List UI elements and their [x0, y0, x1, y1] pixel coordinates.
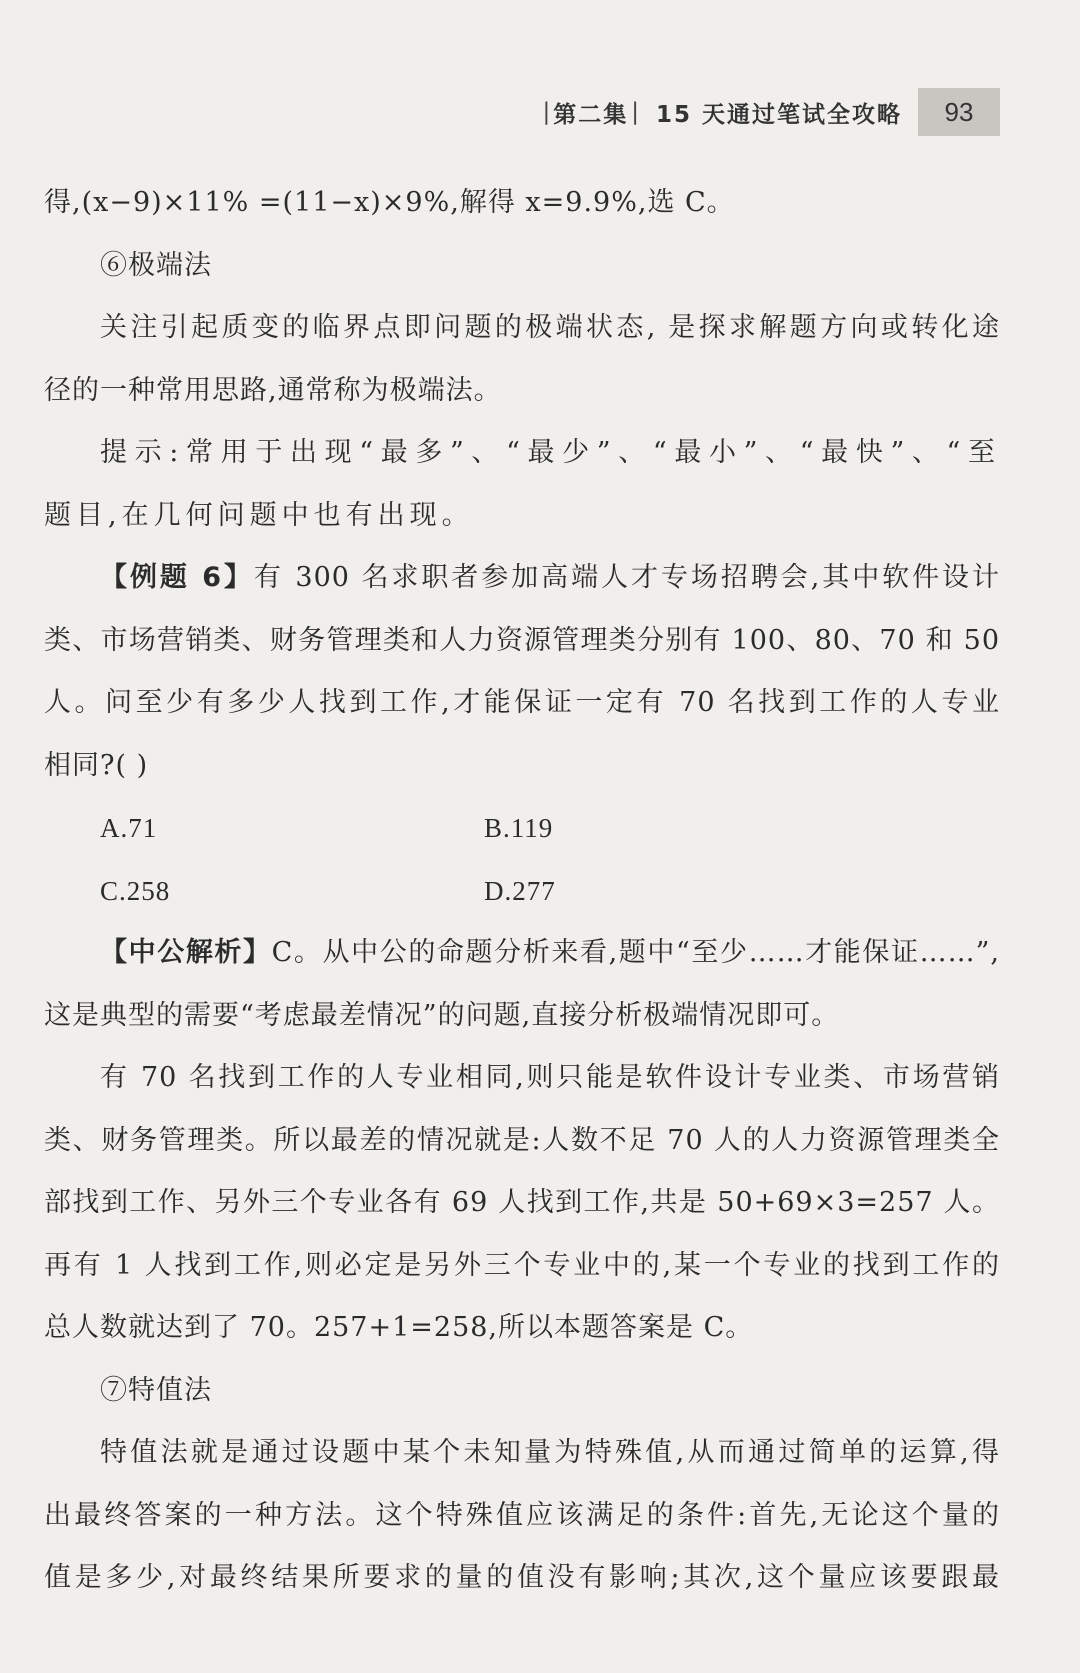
example-line: 类、市场营销类、财务管理类和人力资源管理类分别有 100、80、70 和 50: [44, 624, 1000, 656]
formula-line: 得,(x−9)×11% =(11−x)×9%,解得 x=9.9%,选 C。: [44, 187, 735, 218]
page-body: [44, 172, 1000, 1610]
analysis-label: 【中公解析】: [100, 937, 272, 968]
paragraph-line: 径的一种常用思路,通常称为极端法。: [44, 374, 502, 406]
example-text: 有 300 名求职者参加高端人才专场招聘会,其中软件设计: [253, 562, 1000, 593]
header-title: 15 天通过笔试全攻略: [655, 101, 902, 128]
paragraph-line: 部找到工作、另外三个专业各有 69 人找到工作,共是 50+69×3=257 人。: [44, 1187, 1000, 1218]
section-title-special-value-method: ⑦特值法: [100, 1374, 212, 1406]
header-divider: |: [542, 99, 551, 125]
analysis-line: [44, 922, 1000, 985]
option-c: C.258: [100, 875, 171, 906]
header-divider: |: [631, 99, 639, 125]
section-title-extreme-method: ⑥极端法: [100, 249, 212, 281]
example-line: 人。问至少有多少人找到工作,才能保证一定有 70 名找到工作的人专业: [44, 687, 1000, 718]
option-a: A.71: [100, 813, 158, 843]
running-header: [539, 88, 1000, 136]
hint-line: 提示:常用于出现“最多”、“最少”、“最小”、“最快”、“至: [100, 437, 1000, 468]
paragraph-line: 总人数就达到了 70。257+1=258,所以本题答案是 C。: [44, 1312, 754, 1343]
answer-options-row: [44, 797, 1000, 860]
answer-options-row: [44, 860, 1000, 923]
hint-line: 题目,在几何问题中也有出现。: [44, 499, 474, 531]
page-number: 93: [918, 88, 1000, 136]
option-d: D.277: [484, 875, 556, 906]
paragraph-line: 出最终答案的一种方法。这个特殊值应该满足的条件:首先,无论这个量的: [44, 1499, 1000, 1531]
option-b: B.119: [484, 813, 554, 843]
paragraph-line: 关注引起质变的临界点即问题的极端状态, 是探求解题方向或转化途: [100, 312, 1000, 343]
paragraph-line: 特值法就是通过设题中某个未知量为特殊值,从而通过简单的运算,得: [100, 1437, 1000, 1468]
example-line: 相同?( ): [44, 749, 149, 781]
analysis-line: 这是典型的需要“考虑最差情况”的问题,直接分析极端情况即可。: [44, 999, 840, 1031]
paragraph-line: 类、财务管理类。所以最差的情况就是:人数不足 70 人的人力资源管理类全: [44, 1124, 1000, 1156]
header-chapter: 第二集: [553, 101, 629, 128]
paragraph-line: 值是多少,对最终结果所要求的量的值没有影响;其次,这个量应该要跟最: [44, 1562, 1000, 1593]
paragraph-line: 有 70 名找到工作的人专业相同,则只能是软件设计专业类、市场营销: [100, 1062, 1000, 1093]
paragraph-line: 再有 1 人找到工作,则必定是另外三个专业中的,某一个专业的找到工作的: [44, 1249, 1000, 1281]
example-label: 【例题 6】: [100, 562, 254, 593]
analysis-text: C。从中公的命题分析来看,题中“至少……才能保证……”,: [271, 937, 1000, 968]
example-line: [44, 547, 1000, 610]
